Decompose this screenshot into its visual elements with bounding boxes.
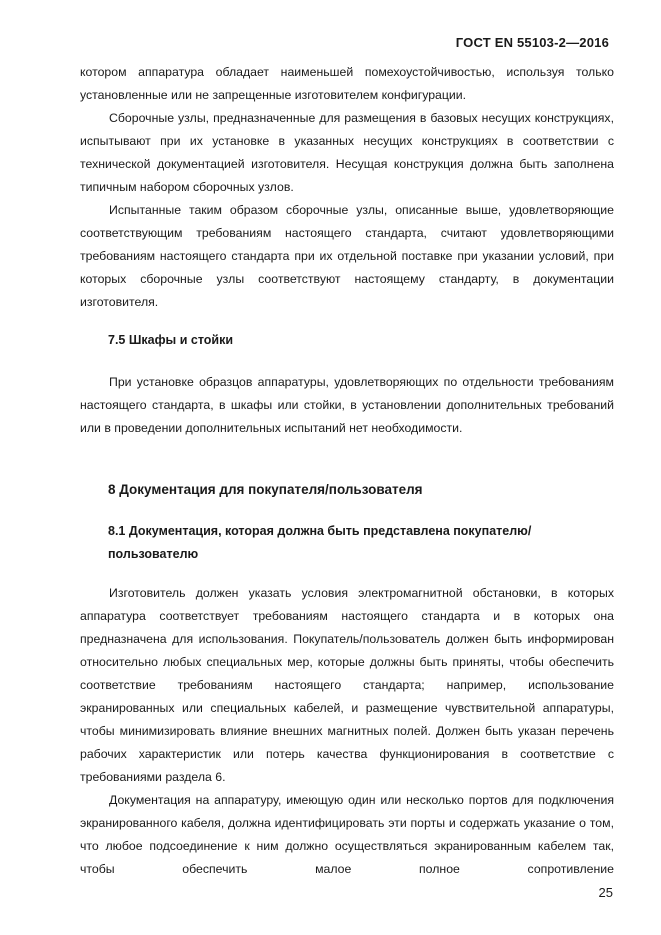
section-7-5-text xyxy=(80,371,614,440)
section-8-1-text xyxy=(80,582,614,881)
section-7-5-heading: 7.5 Шкафы и стойки xyxy=(108,333,234,347)
section-8-heading: 8 Документация для покупателя/пользователя xyxy=(108,482,423,497)
paragraph: Изготовитель должен указать условия электромагнитной обстановки, в которых аппаратура соответствует требованиям настоящего стандарта и в которых она предназначена для использования. Покупатель/пользователь должен быть информирован относительно любых специальных мер, которые должны быть приняты, чтобы обеспечить соответствие требованиям настоящего стандарта; например, использование экранированных или специальных кабелей, и размещение чувствительной аппаратуры, чтобы минимизировать влияние внешних магнитных полей. Должен быть указан перечень рабочих характеристик или потерь качества функционирования в соответствие с требованиями раздела 6. xyxy=(80,586,614,784)
paragraph: Испытанные таким образом сборочные узлы, описанные выше, удовлетворяющие соответствующим требованиям настоящего стандарта, считают удовлетворяющими требованиям настоящего стандарта при их отдельной поставке при указании условий, при которых сборочные узлы соответствуют настоящему стандарту, в документации изготовителя. xyxy=(80,203,614,309)
section-8-1-heading: 8.1 Документация, которая должна быть представлена покупателю/ пользователю xyxy=(108,524,532,561)
standard-designation: ГОСТ EN 55103-2—2016 xyxy=(455,35,609,50)
paragraph: котором аппаратура обладает наименьшей помехоустойчивостью, используя только установленные или не запрещенные изготовителем конфигурации. xyxy=(80,65,614,102)
paragraph: Документация на аппаратуру, имеющую один или несколько портов для подключения экранированного кабеля, должна идентифицировать эти порты и содержать указание о том, что любое подсоединение к ним должно осуществляться экранированным кабелем так, чтобы обеспечить малое полное сопротивление xyxy=(80,793,614,876)
paragraph: Сборочные узлы, предназначенные для размещения в базовых несущих конструкциях, испытывают при их установке в указанных несущих конструкциях в соответствии с технической документацией изготовителя. Несущая конструкция должна быть заполнена типичным набором сборочных узлов. xyxy=(80,111,614,194)
paragraph: При установке образцов аппаратуры, удовлетворяющих по отдельности требованиям настоящего стандарта, в шкафы или стойки, в установлении дополнительных требований или в проведении дополнительных испытаний нет необходимости. xyxy=(80,375,614,435)
text-block-7-4-continuation xyxy=(80,61,614,314)
page-number: 25 xyxy=(598,885,613,900)
